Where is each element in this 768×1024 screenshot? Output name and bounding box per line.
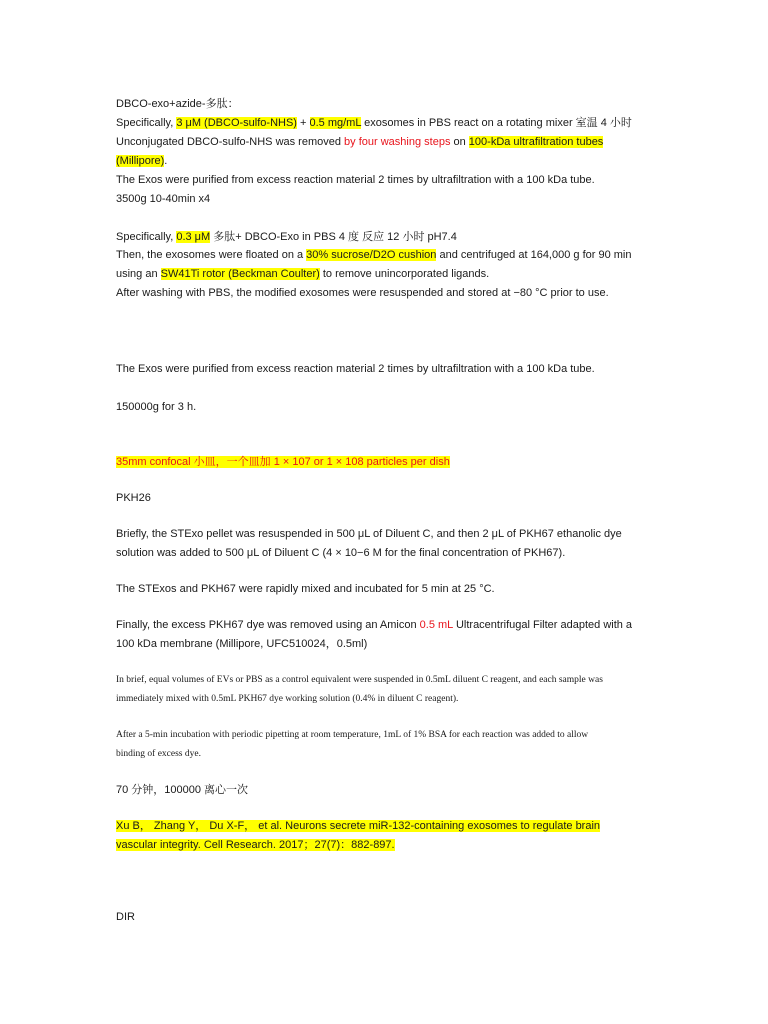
p1-l3-highlight-tubes: 100-kDa ultrafiltration tubes <box>468 136 604 148</box>
p10-line2: immediately mixed with 0.5mL PKH67 dye working solution (0.4% in diluent C reagent). <box>116 694 459 704</box>
p2-line3 <box>116 267 489 281</box>
p1-l2-text-c: + <box>296 117 310 129</box>
p11-line2: binding of excess dye. <box>116 749 201 759</box>
p2-l2-text-c: and centrifuged at 164,000 g for 90 min <box>436 249 632 261</box>
p1-l4-period: . <box>164 155 168 167</box>
p12-line: 70 分钟，100000 离心一次 <box>116 784 249 796</box>
p7-line1: Briefly, the STExo pellet was resuspended in 500 μL of Diluent C, and then 2 μL of PKH67 ethanolic dye <box>116 528 622 540</box>
p1-l2-text-a: Specifically, <box>116 117 177 129</box>
p2-l1-highlight-concentration: 0.3 μM <box>176 231 211 243</box>
p1-l4-highlight-millipore: (Millipore) <box>116 155 165 167</box>
p10-line1: In brief, equal volumes of EVs or PBS as a control equivalent were suspended in 0.5mL diluent C reagent, and each sample was <box>116 675 603 685</box>
p5-highlight-confocal: 35mm confocal 小皿，一个皿加 1 × 107 or 1 × 108 particles per dish <box>116 456 450 468</box>
p5-line <box>116 455 450 469</box>
p1-l2-text-e: exosomes in PBS react on a rotating mixer 室温 4 小时 <box>361 117 632 129</box>
p8-line: The STExos and PKH67 were rapidly mixed and incubated for 5 min at 25 °C. <box>116 583 495 595</box>
p14-line: DIR <box>116 911 135 923</box>
p11-line1: After a 5-min incubation with periodic pipetting at room temperature, 1mL of 1% BSA for each reaction was added to allow <box>116 730 589 740</box>
p13-highlight-citation-2: vascular integrity. Cell Research. 2017；27(7)：882-897. <box>116 839 395 851</box>
p1-l2-highlight-mgml: 0.5 mg/mL <box>309 117 362 129</box>
p1-line1: DBCO-exo+azide-多肽： <box>116 98 239 110</box>
p1-l3-text-a: Unconjugated DBCO-sulfo-NHS was removed <box>116 136 345 148</box>
p6-line: PKH26 <box>116 492 151 504</box>
p4-line: 150000g for 3 h. <box>116 401 197 413</box>
p2-l3-highlight-rotor: SW41Ti rotor (Beckman Coulter) <box>160 268 320 280</box>
p2-line4: After washing with PBS, the modified exosomes were resuspended and stored at −80 °C prior to use. <box>116 287 609 299</box>
p1-line2 <box>116 116 632 130</box>
p13-line1 <box>116 819 600 833</box>
p1-line3 <box>116 135 603 149</box>
p1-line4 <box>116 154 167 168</box>
p1-line5: The Exos were purified from excess reaction material 2 times by ultrafiltration with a 100 kDa tube. <box>116 174 595 186</box>
p9-l1-text-c: Ultracentrifugal Filter adapted with a <box>452 619 633 631</box>
p2-l2-highlight-cushion: 30% sucrose/D2O cushion <box>306 249 437 261</box>
p13-line2 <box>116 838 395 852</box>
p1-l3-red-washing: by four washing steps <box>344 136 451 148</box>
p7-line2: solution was added to 500 μL of Diluent C (4 × 10−6 M for the final concentration of PKH67). <box>116 547 566 559</box>
p1-l3-text-c: on <box>450 136 469 148</box>
p13-highlight-citation-1: Xu B， Zhang Y， Du X-F， et al. Neurons secrete miR-132-containing exosomes to regulate brain <box>116 820 601 832</box>
p9-l1-text-a: Finally, the excess PKH67 dye was removed using an Amicon <box>116 619 420 631</box>
p9-l1-red-volume: 0.5 mL <box>419 619 453 631</box>
p2-l2-text-a: Then, the exosomes were floated on a <box>116 249 307 261</box>
p2-l1-text-a: Specifically, <box>116 231 177 243</box>
p3-line: The Exos were purified from excess reaction material 2 times by ultrafiltration with a 100 kDa tube. <box>116 363 595 375</box>
p2-l3-text-a: using an <box>116 268 161 280</box>
p9-line1 <box>116 618 632 632</box>
p2-l3-text-c: to remove unincorporated ligands. <box>319 268 490 280</box>
p2-l1-text-c: 多肽+ DBCO-Exo in PBS 4 度 反应 12 小时 pH7.4 <box>210 231 457 243</box>
p9-line2: 100 kDa membrane (Millipore, UFC510024，0.5ml) <box>116 638 368 650</box>
p1-line6: 3500g 10-40min x4 <box>116 193 211 205</box>
p2-line2 <box>116 248 631 262</box>
p2-line1 <box>116 230 457 244</box>
p1-l2-highlight-concentration: 3 μM (DBCO-sulfo-NHS) <box>176 117 297 129</box>
